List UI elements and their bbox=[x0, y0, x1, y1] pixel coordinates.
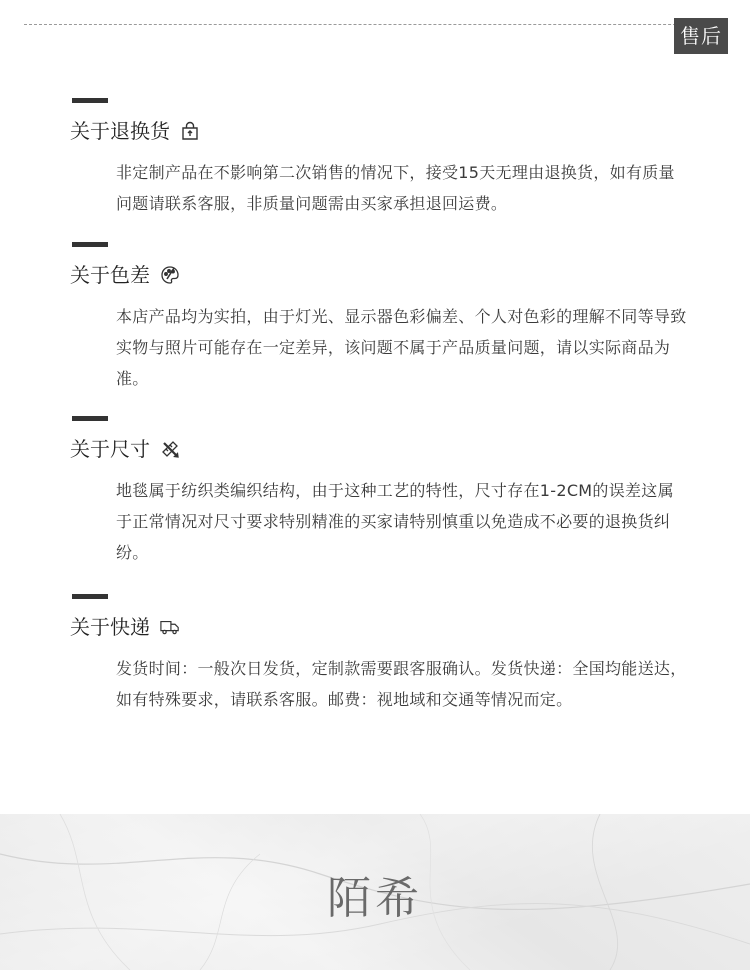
brand-logo-text: 陌希 bbox=[327, 873, 423, 924]
section-title: 关于尺寸 bbox=[70, 437, 150, 461]
section-returns bbox=[70, 98, 700, 219]
section-title: 关于退换货 bbox=[70, 119, 170, 143]
section-text: 地毯属于纺织类编织结构，由于这种工艺的特性，尺寸存在1-2CM的误差这属于正常情况对尺寸要求特别精准的买家请特别慎重以免造成不必要的退换货纠纷。 bbox=[116, 481, 674, 562]
section-delivery bbox=[70, 594, 700, 715]
footer-marble-banner bbox=[0, 814, 750, 970]
section-heading bbox=[70, 117, 700, 145]
section-text: 非定制产品在不影响第二次销售的情况下，接受15天无理由退换货，如有质量问题请联系客服，非质量问题需由买家承担退回运费。 bbox=[116, 163, 675, 213]
ruler-pencil-icon bbox=[160, 439, 180, 459]
top-dashed-divider bbox=[24, 24, 726, 25]
section-bar bbox=[72, 98, 108, 103]
section-text: 发货时间：一般次日发货，定制款需要跟客服确认。发货快递：全国均能送达，如有特殊要求，请联系客服。邮费：视地域和交通等情况而定。 bbox=[116, 659, 687, 709]
section-title: 关于色差 bbox=[70, 263, 150, 287]
section-size bbox=[70, 416, 700, 568]
after-sales-tag: 售后 bbox=[674, 18, 728, 54]
delivery-truck-icon bbox=[160, 617, 180, 637]
section-heading bbox=[70, 261, 700, 289]
section-heading bbox=[70, 613, 700, 641]
section-bar bbox=[72, 416, 108, 421]
section-heading bbox=[70, 435, 700, 463]
section-title: 关于快递 bbox=[70, 615, 150, 639]
section-bar bbox=[72, 594, 108, 599]
palette-icon bbox=[160, 265, 180, 285]
section-color-difference bbox=[70, 242, 700, 394]
shopping-bag-icon bbox=[180, 121, 200, 141]
section-text: 本店产品均为实拍，由于灯光、显示器色彩偏差、个人对色彩的理解不同等导致实物与照片可能存在一定差异，该问题不属于产品质量问题，请以实际商品为准。 bbox=[116, 307, 687, 388]
section-bar bbox=[72, 242, 108, 247]
